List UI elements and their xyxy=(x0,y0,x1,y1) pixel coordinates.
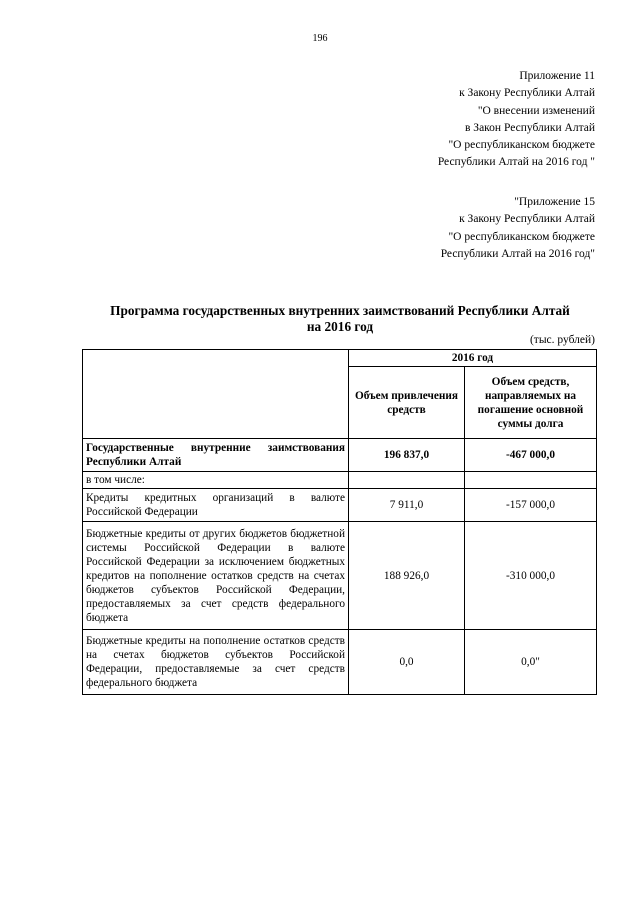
attract-value: 188 926,0 xyxy=(349,522,465,630)
repay-value: -310 000,0 xyxy=(465,522,597,630)
title-line: Программа государственных внутренних заимствований Республики Алтай xyxy=(110,303,570,318)
appendix-line: "О республиканском бюджете xyxy=(448,139,595,152)
appendix-block-11 xyxy=(438,68,595,172)
appendix-line: "О внесении изменений xyxy=(477,104,595,117)
appendix-line: к Закону Республики Алтай xyxy=(459,87,595,100)
appendix-block-15 xyxy=(441,194,595,263)
units-note: (тыс. рублей) xyxy=(529,334,595,346)
appendix-line: "Приложение 15 xyxy=(514,196,595,208)
table-row xyxy=(83,489,597,522)
title-line: на 2016 год xyxy=(306,319,374,334)
table-row xyxy=(83,439,597,472)
appendix-line: к Закону Республики Алтай xyxy=(459,213,595,226)
repay-value: -157 000,0 xyxy=(465,489,597,522)
appendix-line: Республики Алтай на 2016 год " xyxy=(437,156,595,169)
row-description: Бюджетные кредиты от других бюджетов бюджетной системы Российской Федерации в валюте Российской Федерации за исключением бюджетных кредитов на пополнение остатков средств на счетах бюджетов субъектов Российской Федерации, предоставляемых за счет средств федерального бюджета xyxy=(83,522,349,630)
appendix-line: Приложение 11 xyxy=(519,70,595,82)
table-row xyxy=(83,522,597,630)
table-row xyxy=(83,630,597,695)
table-header-row xyxy=(83,350,597,367)
row-description: Государственные внутренние заимствования Республики Алтай xyxy=(83,439,349,472)
attract-value: 7 911,0 xyxy=(349,489,465,522)
document-title xyxy=(80,303,600,335)
year-header: 2016 год xyxy=(349,350,597,367)
table-row xyxy=(83,472,597,489)
header-blank-cell xyxy=(83,350,349,439)
appendix-line: в Закон Республики Алтай xyxy=(465,121,595,134)
attract-column-header: Объем привлечения средств xyxy=(349,367,465,439)
row-description: Кредиты кредитных организаций в валюте Российской Федерации xyxy=(83,489,349,522)
attract-value: 196 837,0 xyxy=(349,439,465,472)
repay-value: 0,0" xyxy=(465,630,597,695)
borrowing-program-table xyxy=(82,349,597,695)
page-number: 196 xyxy=(312,33,328,44)
row-description: в том числе: xyxy=(83,472,349,489)
appendix-line: Республики Алтай на 2016 год" xyxy=(440,247,595,260)
attract-value xyxy=(349,472,465,489)
repay-column-header: Объем средств, направляемых на погашение основной суммы долга xyxy=(465,367,597,439)
repay-value: -467 000,0 xyxy=(465,439,597,472)
attract-value: 0,0 xyxy=(349,630,465,695)
appendix-line: "О республиканском бюджете xyxy=(448,230,595,243)
row-description: Бюджетные кредиты на пополнение остатков средств на счетах бюджетов субъектов Российской Федерации, предоставляемые за счет средств федерального бюджета xyxy=(83,630,349,695)
repay-value xyxy=(465,472,597,489)
